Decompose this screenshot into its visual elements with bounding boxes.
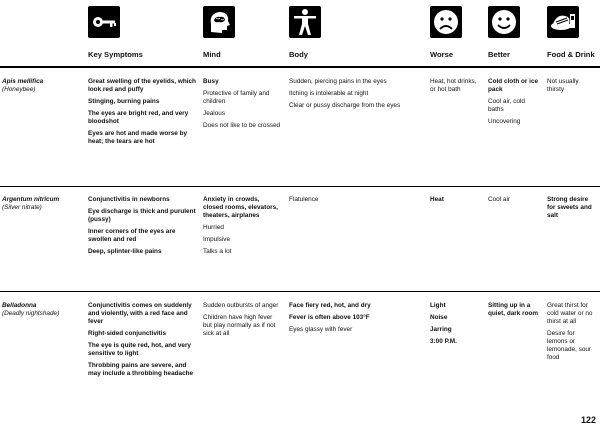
- mind-item: Sudden outbursts of anger: [203, 302, 279, 309]
- symptom-item: Great swelling of the eyelids, which look red and puffy: [88, 78, 196, 93]
- key-icon: [88, 6, 120, 38]
- symptom-item: Right-sided conjunctivitis: [88, 330, 167, 337]
- mind-item: Impulsive: [203, 236, 230, 243]
- worse-item: Jarring: [430, 326, 452, 333]
- symptom-item: Conjunctivitis comes on suddenly and violently, with a red face and fever: [88, 302, 192, 325]
- remedy-name: [2, 196, 77, 212]
- remedy-latin-name: Apis mellifica: [2, 78, 44, 85]
- header-key-symptoms: Key Symptoms: [88, 50, 143, 59]
- header-food-drink: Food & Drink: [547, 50, 595, 59]
- worse-cell: [430, 302, 482, 350]
- remedy-common-name: (Silver nitrate): [2, 204, 42, 211]
- mind-item: Protective of family and children: [203, 90, 270, 105]
- remedy-name: [2, 78, 77, 94]
- header-mind: Mind: [203, 50, 221, 59]
- symptom-item: Eyes are hot and made worse by heat; the tears are hot: [88, 130, 188, 145]
- brain-head-icon: [203, 6, 235, 38]
- row-divider: [0, 186, 600, 187]
- symptom-item: The eyes are bright red, and very bloodshot: [88, 110, 189, 125]
- mind-cell: [203, 196, 281, 260]
- better-cell: [488, 302, 542, 322]
- body-cell: [289, 78, 424, 114]
- remedy-name: [2, 302, 77, 318]
- body-item: Itching is intolerable at night: [289, 90, 369, 97]
- header-better: Better: [488, 50, 510, 59]
- body-item: Clear or pussy discharge from the eyes: [289, 102, 401, 109]
- worse-item: 3:00 P.M.: [430, 338, 457, 345]
- better-item: Uncovering: [488, 118, 521, 125]
- mind-item: Jealous: [203, 110, 226, 117]
- worse-item: Heat: [430, 196, 444, 203]
- mind-item: Children have high fever but play normally as if not sick at all: [203, 314, 276, 337]
- food-item: Desire for lemons or lemonade, sour food: [547, 330, 592, 361]
- better-cell: [488, 196, 542, 208]
- symptoms-cell: [88, 78, 196, 150]
- symptom-item: The eye is quite red, hot, and very sensitive to light: [88, 342, 191, 357]
- better-item: Cool air: [488, 196, 511, 203]
- worse-cell: [430, 78, 482, 98]
- food-item: Not usually thirsty: [547, 78, 579, 93]
- body-item: Flatulence: [289, 196, 319, 203]
- mind-cell: [203, 78, 281, 134]
- mind-item: Does not like to be crossed: [203, 122, 281, 129]
- worse-cell: [430, 196, 482, 208]
- worse-item: Light: [430, 302, 446, 309]
- body-item: Sudden, piercing pains in the eyes: [289, 78, 387, 85]
- mind-item: Talks a lot: [203, 248, 232, 255]
- worse-item: Noise: [430, 314, 448, 321]
- remedy-latin-name: Belladonna: [2, 302, 37, 309]
- food-item: Strong desire for sweets and salt: [547, 196, 592, 219]
- header-body: Body: [289, 50, 308, 59]
- remedy-common-name: (Honeybee): [2, 86, 36, 93]
- worse-item: Heat, hot drinks, or hot bath: [430, 78, 477, 93]
- mind-item: Busy: [203, 78, 219, 85]
- smile-face-icon: [488, 6, 520, 38]
- food-cell: [547, 302, 597, 366]
- better-cell: [488, 78, 542, 130]
- mind-cell: [203, 302, 281, 342]
- food-drink-icon: [547, 6, 579, 38]
- header-rule: [0, 66, 600, 68]
- food-item: Great thirst for cold water or no thirst at all: [547, 302, 593, 325]
- symptoms-cell: [88, 302, 196, 382]
- food-cell: [547, 78, 597, 98]
- symptom-item: Inner corners of the eyes are swollen and red: [88, 228, 176, 243]
- frown-face-icon: [430, 6, 462, 38]
- symptom-item: Conjunctivitis in newborns: [88, 196, 170, 203]
- body-item: Face fiery red, hot, and dry: [289, 302, 371, 309]
- remedy-latin-name: Argentum nitricum: [2, 196, 60, 203]
- symptom-item: Stinging, burning pains: [88, 98, 160, 105]
- body-cell: [289, 302, 424, 338]
- remedy-common-name: (Deadly nightshade): [2, 310, 60, 317]
- row-divider: [0, 291, 600, 292]
- better-item: Sitting up in a quiet, dark room: [488, 302, 539, 317]
- body-item: Fever is often above 103°F: [289, 314, 370, 321]
- mind-item: Anxiety in crowds, closed rooms, elevators, theaters, airplanes: [203, 196, 278, 219]
- symptom-item: Eye discharge is thick and purulent (pussy): [88, 208, 196, 223]
- body-item: Eyes glassy with fever: [289, 326, 353, 333]
- better-item: Cool air, cold baths: [488, 98, 525, 113]
- body-cell: [289, 196, 424, 208]
- mind-item: Hurried: [203, 224, 224, 231]
- symptom-item: Throbbing pains are severe, and may include a throbbing headache: [88, 362, 194, 377]
- header-worse: Worse: [430, 50, 454, 59]
- symptoms-cell: [88, 196, 196, 260]
- symptom-item: Deep, splinter-like pains: [88, 248, 162, 255]
- page-number: 122: [580, 415, 596, 425]
- body-figure-icon: [289, 6, 321, 38]
- food-cell: [547, 196, 597, 224]
- better-item: Cold cloth or ice pack: [488, 78, 539, 93]
